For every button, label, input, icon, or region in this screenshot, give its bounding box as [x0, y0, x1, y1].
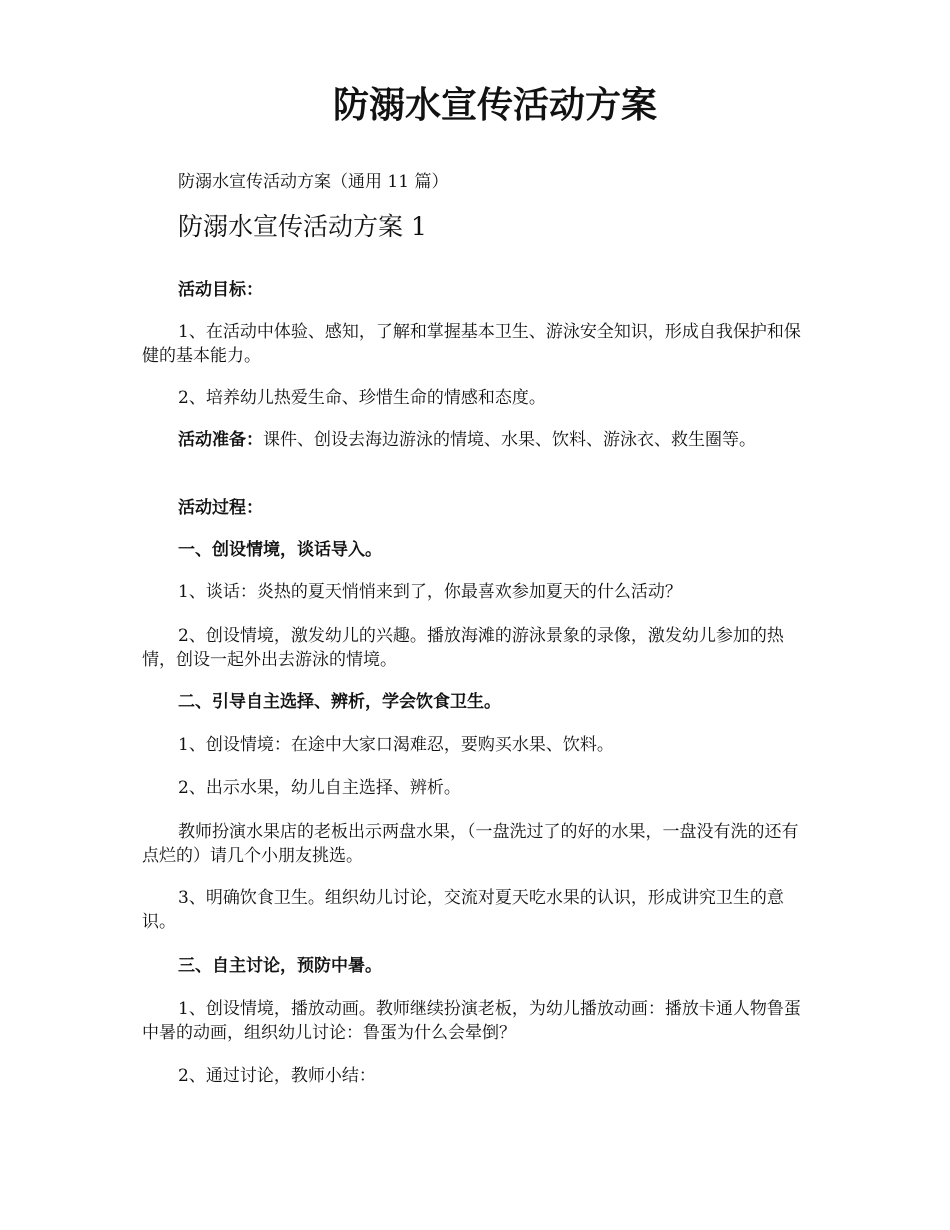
- goal-paragraph-2: 2、培养幼儿热爱生命、珍惜生命的情感和态度。: [178, 388, 546, 408]
- step2-paragraph-4: 3、明确饮食卫生。组织幼儿讨论，交流对夏天吃水果的认识，形成讲究卫生的意识。: [142, 888, 784, 932]
- step3-paragraph-2: 2、通过讨论，教师小结：: [178, 1066, 376, 1086]
- document-subtitle: 防溺水宣传活动方案（通用 11 篇）: [178, 172, 449, 192]
- step2-paragraph-3: 教师扮演水果店的老板出示两盘水果，（一盘洗过了的好的水果，一盘没有洗的还有点烂的）请几个小朋友挑选。: [142, 822, 799, 866]
- section-heading: 防溺水宣传活动方案 1: [178, 212, 427, 241]
- step1-paragraph-2: 2、创设情境，激发幼儿的兴趣。播放海滩的游泳景象的录像，激发幼儿参加的热情，创设一起外出去游泳的情境。: [142, 626, 784, 670]
- preparation-paragraph: [142, 428, 782, 452]
- step2-paragraph-2: 2、出示水果，幼儿自主选择、辨析。: [178, 778, 461, 798]
- document-title: 防溺水宣传活动方案: [332, 84, 657, 126]
- step1-paragraph-1: 1、谈话：炎热的夏天悄悄来到了，你最喜欢参加夏天的什么活动？: [178, 582, 682, 602]
- goal-paragraph-1: 1、在活动中体验、感知，了解和掌握基本卫生、游泳安全知识，形成自我保护和保健的基本能力。: [142, 322, 801, 366]
- activity-process-label: 活动过程：: [178, 498, 263, 518]
- step-heading-2: 二、引导自主选择、辨析，学会饮食卫生。: [178, 692, 501, 712]
- preparation-label: 活动准备：: [178, 430, 263, 450]
- step-heading-1: 一、创设情境，谈话导入。: [178, 540, 382, 560]
- step2-paragraph-1: 1、创设情境：在途中大家口渴难忍，要购买水果、饮料。: [178, 735, 614, 755]
- preparation-text: 课件、创设去海边游泳的情境、水果、饮料、游泳衣、救生圈等。: [263, 430, 756, 450]
- step3-paragraph-1: 1、创设情境，播放动画。教师继续扮演老板，为幼儿播放动画：播放卡通人物鲁蛋中暑的动画，组织幼儿讨论：鲁蛋为什么会晕倒？: [142, 999, 801, 1043]
- step-heading-3: 三、自主讨论，预防中暑。: [178, 956, 382, 976]
- activity-goals-label: 活动目标：: [178, 280, 263, 300]
